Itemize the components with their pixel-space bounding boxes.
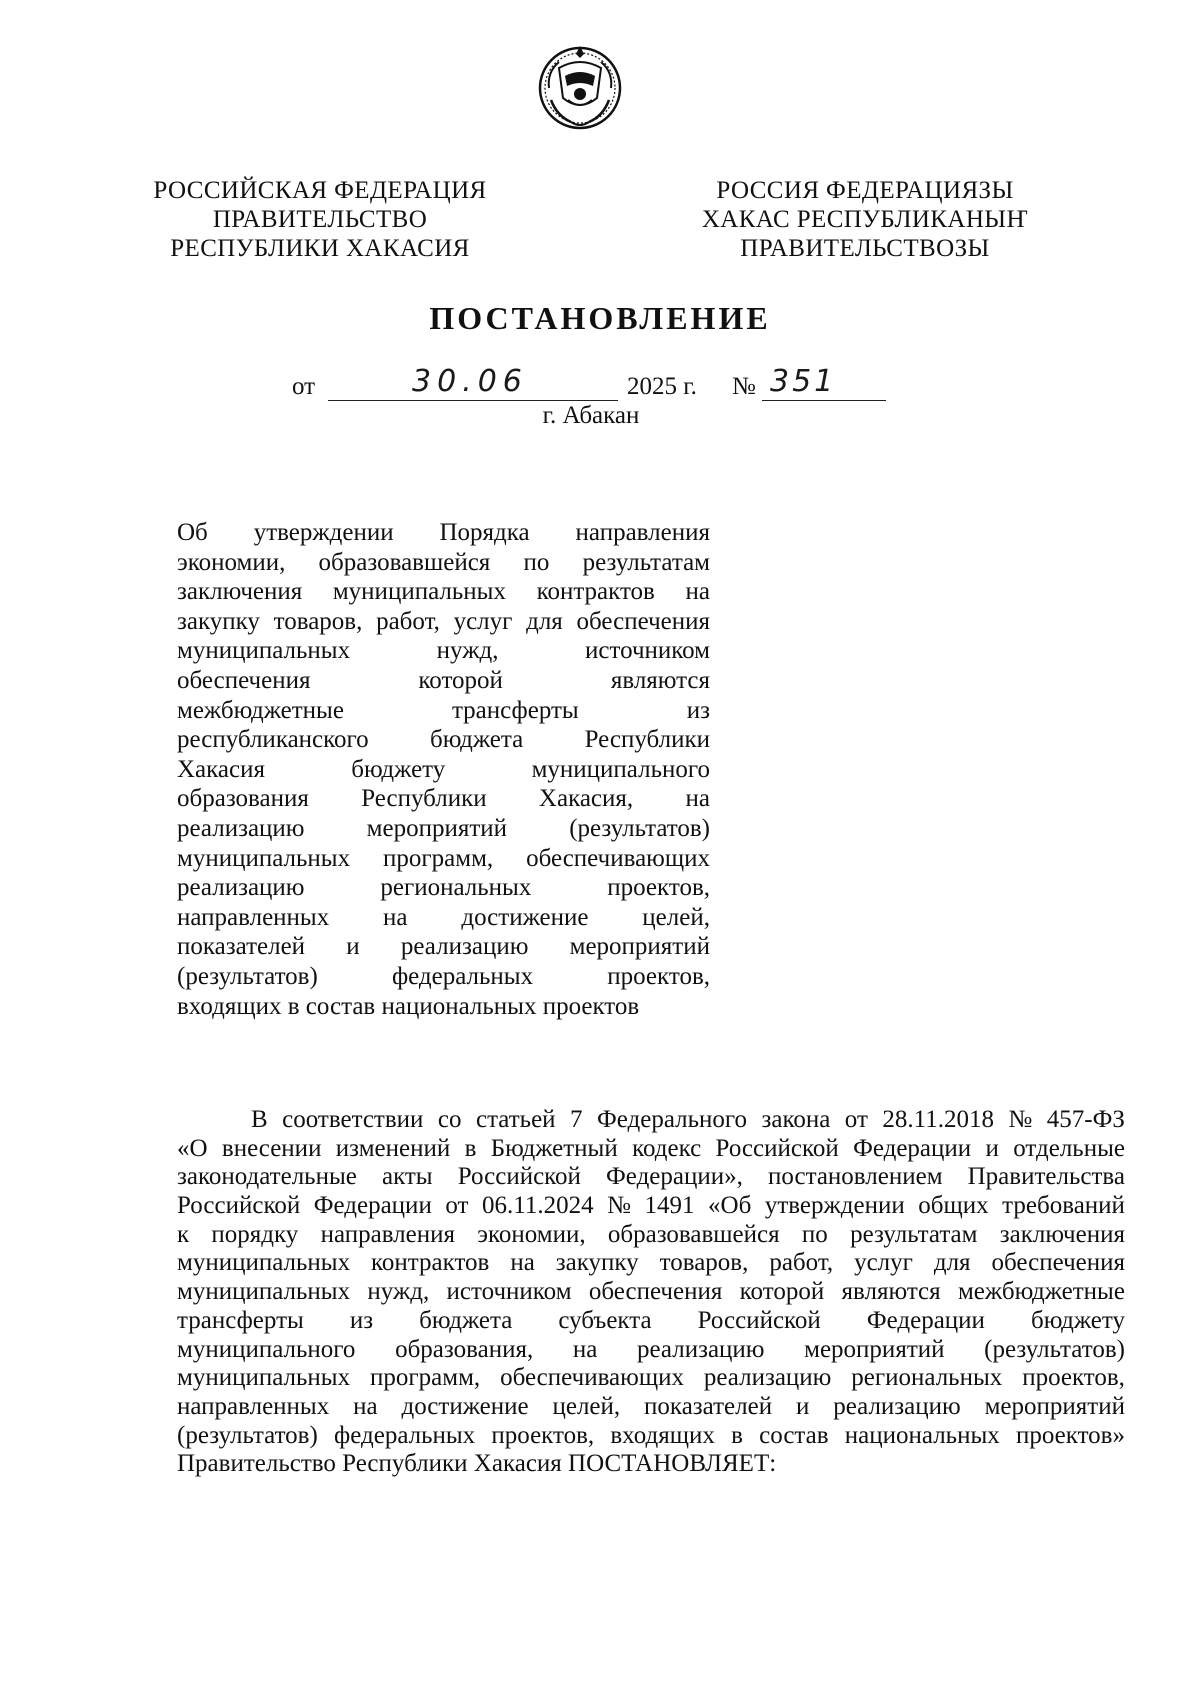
text-word: обеспечения bbox=[576, 607, 710, 635]
subject-line bbox=[177, 666, 710, 696]
text-word: реализацию bbox=[400, 933, 529, 961]
text-word: «Об bbox=[708, 1192, 752, 1220]
text-word: на bbox=[383, 903, 408, 931]
text-word: источником bbox=[446, 1278, 572, 1306]
text-word: утверждении bbox=[764, 1192, 905, 1220]
text-word: на bbox=[572, 1335, 598, 1363]
text-word: и bbox=[346, 933, 360, 961]
text-word: являются bbox=[610, 666, 710, 694]
text-word: субъекта bbox=[558, 1306, 652, 1334]
text-word: «О bbox=[177, 1134, 208, 1162]
text-word: Правительство Республики Хакасия ПОСТАНОВЛЯЕТ: bbox=[177, 1450, 777, 1478]
text-word: № bbox=[1008, 1106, 1033, 1133]
text-word: контрактов bbox=[536, 578, 655, 606]
text-word: реализацию bbox=[177, 814, 305, 842]
text-word: нужд, bbox=[436, 637, 499, 665]
text-word: образовавшейся bbox=[607, 1220, 780, 1248]
text-word: региональных bbox=[380, 874, 532, 902]
text-word: федеральных bbox=[334, 1421, 476, 1449]
subject-line bbox=[177, 992, 710, 1022]
text-word: Российской bbox=[715, 1134, 839, 1162]
text-word: проектов, bbox=[607, 874, 710, 902]
text-word: муниципального bbox=[531, 755, 710, 783]
text-word: в bbox=[731, 1421, 743, 1449]
text-word: Федерального bbox=[596, 1106, 748, 1133]
text-word: на bbox=[685, 578, 710, 606]
header-right-org bbox=[685, 176, 1045, 263]
text-word: Федерации bbox=[313, 1192, 432, 1220]
date-underline bbox=[328, 400, 618, 401]
text-word: состав bbox=[759, 1421, 829, 1449]
text-word: направленных bbox=[177, 903, 330, 931]
text-word: входящих в состав национальных проектов bbox=[177, 992, 640, 1020]
text-word: федеральных bbox=[391, 962, 534, 990]
text-word: внесении bbox=[221, 1134, 322, 1162]
text-word: программ, bbox=[370, 1364, 481, 1392]
text-word: Хакасия bbox=[177, 755, 265, 783]
preamble-paragraph bbox=[177, 1106, 1125, 1479]
text-word: бюджету bbox=[351, 755, 446, 783]
subject-line bbox=[177, 784, 710, 814]
text-word: в bbox=[464, 1134, 477, 1162]
text-word: результатам bbox=[582, 548, 710, 576]
text-word: заключения bbox=[177, 578, 303, 606]
text-word: (результатов) bbox=[569, 814, 710, 842]
preamble-line bbox=[177, 1307, 1125, 1336]
text-word: достижение bbox=[461, 903, 589, 931]
text-word: от bbox=[844, 1106, 868, 1133]
header-left-line: РОССИЙСКАЯ ФЕДЕРАЦИЯ bbox=[153, 177, 487, 204]
text-word: направленных bbox=[177, 1392, 330, 1420]
preamble-line bbox=[177, 1221, 1125, 1250]
text-word: реализацию bbox=[177, 874, 305, 902]
text-word: образовавшейся bbox=[318, 548, 491, 576]
preamble-line bbox=[177, 1106, 1125, 1135]
text-word: закона bbox=[761, 1106, 831, 1133]
text-word: направления bbox=[575, 519, 710, 546]
document-type-title: ПОСТАНОВЛЕНИЕ bbox=[429, 300, 771, 336]
text-word: муниципальных bbox=[332, 578, 506, 606]
subject-line bbox=[177, 548, 710, 578]
text-word: экономии, bbox=[477, 1220, 586, 1248]
text-word: обеспечения bbox=[588, 1278, 723, 1306]
text-word: Республики bbox=[584, 726, 710, 754]
text-word: 1491 bbox=[644, 1192, 695, 1220]
text-word: к bbox=[177, 1220, 190, 1248]
text-word: для bbox=[526, 607, 563, 635]
number-sign: № bbox=[732, 373, 756, 400]
preamble-line bbox=[177, 1336, 1125, 1365]
header-left-line: ПРАВИТЕЛЬСТВО bbox=[212, 206, 428, 233]
text-word: (результатов) bbox=[984, 1335, 1125, 1363]
text-word: Российской bbox=[697, 1306, 821, 1334]
text-word: обеспечения bbox=[177, 666, 311, 694]
text-word: которой bbox=[418, 666, 503, 694]
text-word: № bbox=[607, 1192, 631, 1220]
text-word: муниципального bbox=[177, 1335, 356, 1363]
text-word: мероприятий bbox=[984, 1392, 1125, 1420]
date-prefix: от bbox=[292, 373, 316, 400]
text-word: источником bbox=[585, 637, 710, 665]
text-word: мероприятий bbox=[569, 933, 710, 961]
date-number-row bbox=[292, 364, 892, 406]
header-left-line: РЕСПУБЛИКИ ХАКАСИЯ bbox=[170, 235, 470, 262]
text-word: показателей bbox=[177, 933, 306, 961]
text-word: из bbox=[349, 1306, 374, 1334]
text-word: трансферты bbox=[451, 696, 579, 724]
subject-line bbox=[177, 725, 710, 755]
subject-line bbox=[177, 814, 710, 844]
text-word: закупку bbox=[177, 607, 260, 635]
text-word: 7 bbox=[570, 1106, 583, 1133]
text-word: утверждении bbox=[253, 519, 394, 546]
subject-line bbox=[177, 844, 710, 874]
text-word: общих bbox=[918, 1192, 989, 1220]
text-word: порядку bbox=[211, 1220, 299, 1248]
text-word: муниципальных bbox=[177, 1278, 351, 1306]
text-word: контрактов bbox=[371, 1249, 490, 1277]
text-word: из bbox=[686, 696, 710, 724]
text-word: проектов, bbox=[1022, 1364, 1125, 1392]
text-word: межбюджетные bbox=[957, 1278, 1125, 1306]
subject-line bbox=[177, 636, 710, 666]
document-year: 2025 г. bbox=[627, 373, 697, 400]
city-name: г. Абакан bbox=[542, 402, 640, 429]
text-word: товаров, bbox=[659, 1249, 749, 1277]
text-word: целей, bbox=[552, 1392, 621, 1420]
text-word: национальных bbox=[844, 1421, 1000, 1449]
text-word: Правительства bbox=[967, 1163, 1125, 1191]
header-right-line: РОССИЯ ФЕДЕРАЦИЯЗЫ bbox=[716, 177, 1014, 204]
text-word: 457-ФЗ bbox=[1046, 1106, 1125, 1133]
text-word: результатам bbox=[850, 1220, 978, 1248]
text-word: экономии, bbox=[177, 548, 286, 576]
document-subject bbox=[177, 518, 710, 1021]
preamble-line bbox=[177, 1393, 1125, 1422]
text-word: Федерации bbox=[866, 1306, 985, 1334]
text-word: (результатов) bbox=[177, 962, 318, 990]
text-word: товаров, bbox=[273, 607, 363, 635]
text-word: услуг bbox=[854, 1249, 913, 1277]
text-word: реализацию bbox=[703, 1364, 832, 1392]
text-word: по bbox=[801, 1220, 828, 1248]
text-word: бюджета bbox=[419, 1306, 513, 1334]
header-right-line: ПРАВИТЕЛЬСТВОЗЫ bbox=[740, 235, 990, 262]
text-word: мероприятий bbox=[366, 814, 508, 842]
text-word: Республики bbox=[361, 785, 487, 813]
text-word: и bbox=[795, 1392, 810, 1420]
text-word: бюджету bbox=[1030, 1306, 1125, 1334]
text-word: мероприятий bbox=[804, 1335, 945, 1363]
text-word: Об bbox=[177, 519, 208, 546]
text-word: входящих bbox=[610, 1421, 715, 1449]
subject-line bbox=[177, 755, 710, 785]
text-word: постановлением bbox=[767, 1163, 943, 1191]
text-word: законодательные bbox=[177, 1163, 357, 1191]
text-word: республиканского bbox=[177, 726, 369, 754]
text-word: обеспечивающих bbox=[526, 844, 710, 872]
handwritten-date: 30.06 bbox=[412, 364, 528, 399]
text-word: реализацию bbox=[637, 1335, 765, 1363]
text-word: для bbox=[933, 1249, 971, 1277]
subject-line bbox=[177, 932, 710, 962]
text-word: достижение bbox=[401, 1392, 529, 1420]
preamble-line bbox=[177, 1249, 1125, 1278]
subject-line bbox=[177, 903, 710, 933]
text-word: проектов, bbox=[491, 1421, 595, 1449]
text-word: требований bbox=[1002, 1192, 1125, 1220]
number-underline bbox=[762, 400, 886, 401]
coat-of-arms-icon bbox=[535, 38, 625, 134]
text-word: по bbox=[523, 548, 550, 576]
text-word: направления bbox=[320, 1220, 456, 1248]
preamble-line bbox=[177, 1192, 1125, 1221]
text-word: услуг bbox=[453, 607, 513, 635]
text-word: на bbox=[685, 785, 710, 813]
text-word: обеспечивающих bbox=[500, 1364, 684, 1392]
text-word: являются bbox=[841, 1278, 941, 1306]
text-word: В bbox=[251, 1106, 268, 1133]
subject-line bbox=[177, 873, 710, 903]
text-word: (результатов) bbox=[177, 1421, 318, 1449]
text-word: на bbox=[353, 1392, 378, 1420]
header-left-org bbox=[140, 176, 500, 263]
text-word: которой bbox=[739, 1278, 825, 1306]
preamble-line bbox=[177, 1135, 1125, 1164]
header-right-line: ХАКАС РЕСПУБЛИКАНЫҤ bbox=[701, 206, 1029, 233]
text-word: Бюджетный bbox=[490, 1134, 618, 1162]
subject-line bbox=[177, 962, 710, 992]
text-word: муниципальных bbox=[177, 844, 351, 872]
text-word: реализацию bbox=[833, 1392, 961, 1420]
text-word: муниципальных bbox=[177, 1364, 351, 1392]
text-word: кодекс bbox=[632, 1134, 702, 1162]
preamble-line bbox=[177, 1450, 1125, 1479]
text-word: муниципальных bbox=[177, 1249, 351, 1277]
text-word: 06.11.2024 bbox=[482, 1192, 594, 1220]
preamble-line bbox=[177, 1163, 1125, 1192]
text-word: муниципальных bbox=[177, 637, 351, 665]
preamble-line bbox=[177, 1364, 1125, 1393]
text-word: программ, bbox=[383, 844, 494, 872]
text-word: региональных bbox=[851, 1364, 1003, 1392]
text-word: Хакасия, bbox=[538, 785, 634, 813]
text-word: закупку bbox=[555, 1249, 639, 1277]
text-word: бюджета bbox=[430, 726, 524, 754]
text-word: и bbox=[985, 1134, 999, 1162]
text-word: 28.11.2018 bbox=[882, 1106, 994, 1133]
text-word: работ, bbox=[769, 1249, 834, 1277]
subject-line bbox=[177, 696, 710, 726]
text-word: Федерации bbox=[853, 1134, 972, 1162]
preamble-line bbox=[177, 1422, 1125, 1451]
text-word: межбюджетные bbox=[177, 696, 344, 724]
text-word: Российской bbox=[177, 1192, 301, 1220]
text-word: образования bbox=[177, 785, 309, 813]
text-word: на bbox=[510, 1249, 535, 1277]
text-word: Федерации», bbox=[606, 1163, 743, 1191]
text-word: проектов» bbox=[1015, 1421, 1125, 1449]
text-word: акты bbox=[381, 1163, 433, 1191]
preamble-line bbox=[177, 1278, 1125, 1307]
text-word: статьей bbox=[475, 1106, 556, 1133]
text-word: отдельные bbox=[1013, 1134, 1125, 1162]
text-word: трансферты bbox=[177, 1306, 304, 1334]
text-word: заключения bbox=[999, 1220, 1125, 1248]
text-word: целей, bbox=[642, 903, 710, 931]
subject-line bbox=[177, 518, 710, 548]
text-word: Российской bbox=[457, 1163, 581, 1191]
text-word: соответствии bbox=[282, 1106, 424, 1133]
text-word: показателей bbox=[644, 1392, 773, 1420]
text-word: изменений bbox=[335, 1134, 451, 1162]
subject-line bbox=[177, 607, 710, 637]
text-word: образования, bbox=[395, 1335, 534, 1363]
text-word: нужд, bbox=[367, 1278, 430, 1306]
subject-line bbox=[177, 577, 710, 607]
text-word: со bbox=[437, 1106, 462, 1133]
text-word: проектов, bbox=[607, 962, 710, 990]
text-word: обеспечения bbox=[991, 1249, 1125, 1277]
text-word: Порядка bbox=[439, 519, 530, 546]
handwritten-number: 351 bbox=[770, 364, 837, 399]
text-word: работ, bbox=[376, 607, 440, 635]
text-word: от bbox=[445, 1192, 469, 1220]
